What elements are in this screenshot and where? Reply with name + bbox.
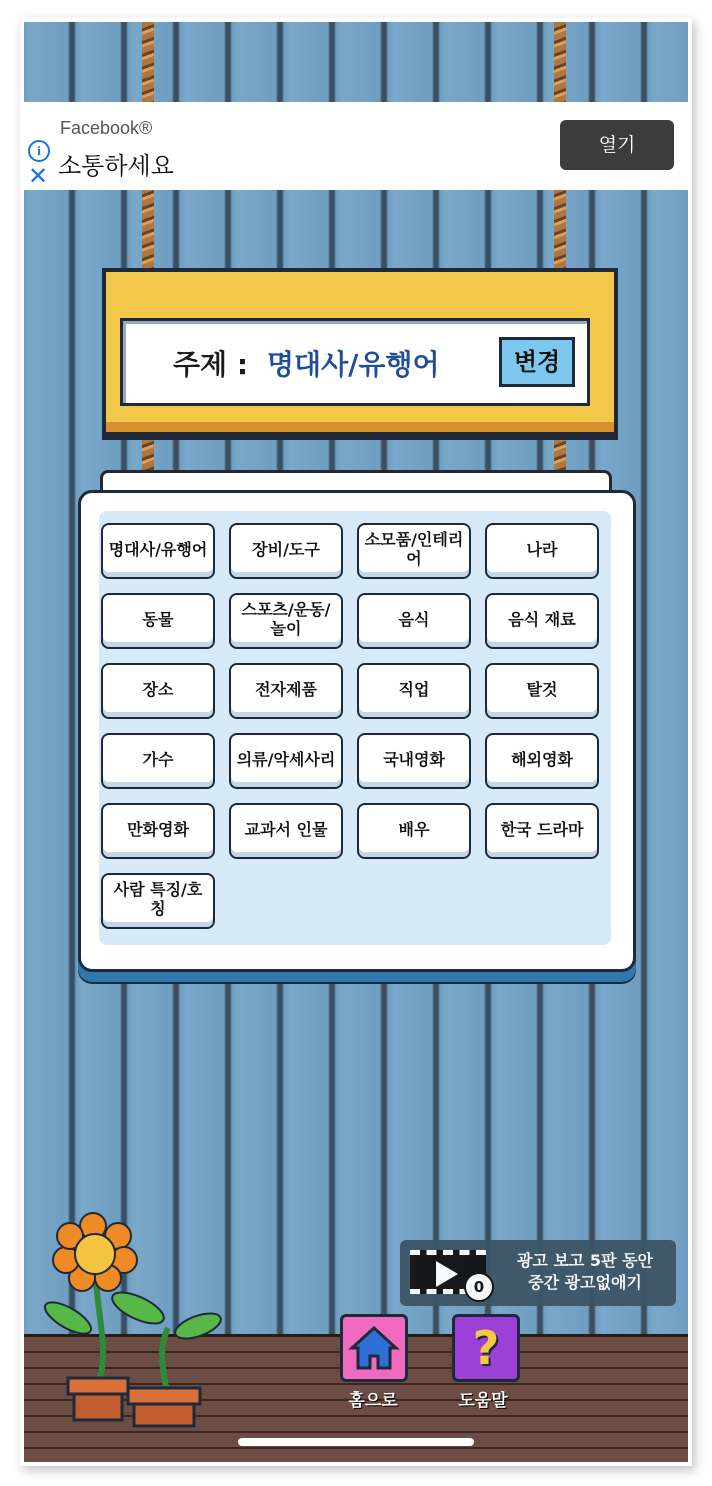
category-button[interactable]: 전자제품 bbox=[229, 663, 343, 719]
category-button[interactable]: 장소 bbox=[101, 663, 215, 719]
category-button[interactable]: 만화영화 bbox=[101, 803, 215, 859]
ad-brand: Facebook® bbox=[60, 118, 153, 138]
promo-line-1: 광고 보고 5판 동안 bbox=[516, 1251, 654, 1270]
info-icon[interactable]: i bbox=[28, 140, 50, 162]
category-button[interactable]: 장비/도구 bbox=[229, 523, 343, 579]
category-button[interactable]: 의류/악세사리 bbox=[229, 733, 343, 789]
category-button[interactable]: 한국 드라마 bbox=[485, 803, 599, 859]
home-indicator[interactable] bbox=[238, 1438, 474, 1446]
help-button[interactable] bbox=[452, 1314, 520, 1382]
category-button[interactable]: 해외영화 bbox=[485, 733, 599, 789]
promo-line-2: 중간 광고없애기 bbox=[528, 1273, 642, 1292]
topic-display bbox=[120, 318, 590, 406]
category-button[interactable]: 나라 bbox=[485, 523, 599, 579]
category-button[interactable]: 소모품/인테리어 bbox=[357, 523, 471, 579]
topic-value: 명대사/유행어 bbox=[267, 348, 440, 381]
category-grid bbox=[99, 511, 611, 945]
ad-banner[interactable] bbox=[24, 102, 688, 190]
game-screen bbox=[24, 22, 688, 1462]
close-icon[interactable]: ✕ bbox=[28, 162, 49, 190]
home-button[interactable] bbox=[340, 1314, 408, 1382]
category-button[interactable]: 배우 bbox=[357, 803, 471, 859]
promo-text bbox=[500, 1250, 670, 1294]
home-label: 홈으로 bbox=[348, 1391, 398, 1411]
category-button[interactable]: 음식 bbox=[357, 593, 471, 649]
topic-sign bbox=[102, 268, 618, 436]
category-button[interactable]: 스포츠/운동/놀이 bbox=[229, 593, 343, 649]
change-topic-button[interactable]: 변경 bbox=[499, 337, 575, 387]
category-button[interactable]: 명대사/유행어 bbox=[101, 523, 215, 579]
help-label: 도움말 bbox=[458, 1391, 508, 1411]
category-button[interactable]: 국내영화 bbox=[357, 733, 471, 789]
house-icon bbox=[346, 1320, 402, 1376]
topic-label: 주제 : bbox=[173, 348, 249, 381]
category-button[interactable]: 가수 bbox=[101, 733, 215, 789]
play-icon bbox=[436, 1261, 458, 1287]
question-mark-icon: ? bbox=[472, 1321, 500, 1375]
flower-pots-decoration bbox=[38, 1208, 238, 1428]
promo-count-badge: 0 bbox=[464, 1272, 494, 1302]
category-button[interactable]: 직업 bbox=[357, 663, 471, 719]
category-button[interactable]: 동물 bbox=[101, 593, 215, 649]
ad-open-button[interactable]: 열기 bbox=[560, 120, 674, 170]
category-button[interactable]: 교과서 인물 bbox=[229, 803, 343, 859]
ad-title: 소통하세요 bbox=[58, 152, 174, 180]
category-button[interactable]: 탈것 bbox=[485, 663, 599, 719]
category-button[interactable]: 사람 특징/호칭 bbox=[101, 873, 215, 929]
category-button[interactable]: 음식 재료 bbox=[485, 593, 599, 649]
ad-free-promo-button[interactable] bbox=[400, 1240, 676, 1306]
category-panel bbox=[78, 490, 636, 972]
